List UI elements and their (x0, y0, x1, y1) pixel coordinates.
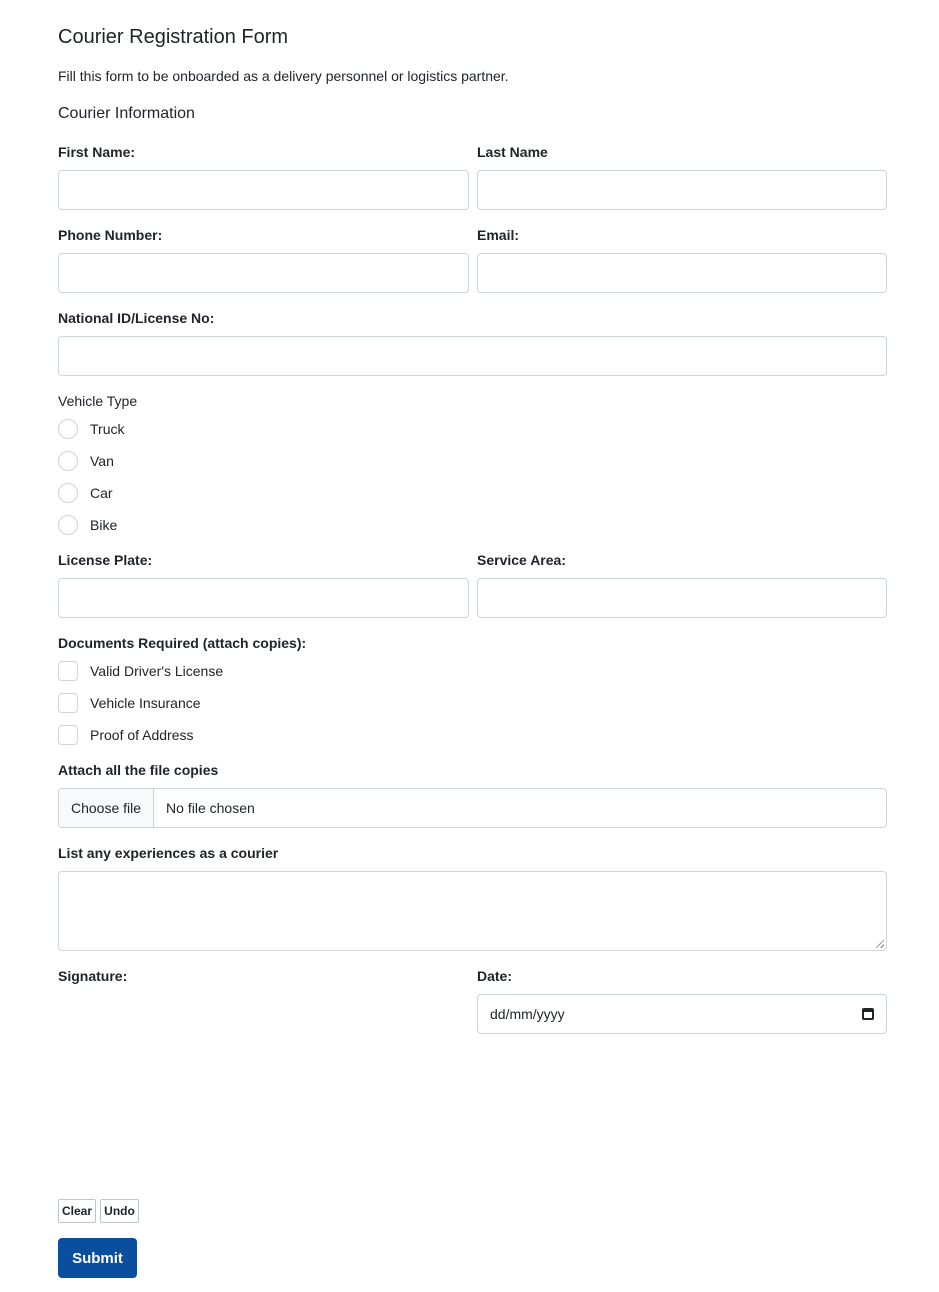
vehicle-type-label: Vehicle Type (58, 393, 138, 409)
service-area-input[interactable] (477, 578, 887, 618)
document-option-proof-of-address[interactable] (58, 724, 194, 746)
signature-label: Signature: (58, 968, 128, 984)
radio-bike[interactable] (58, 515, 78, 535)
clear-signature-button[interactable]: Clear (58, 1199, 96, 1223)
choose-file-button[interactable]: Choose file (59, 789, 154, 827)
email-label: Email: (477, 227, 520, 243)
document-option-label: Valid Driver's License (90, 663, 224, 679)
document-option-label: Proof of Address (90, 727, 194, 743)
date-input[interactable] (477, 994, 887, 1034)
national-id-input[interactable] (58, 336, 887, 376)
vehicle-option-bike[interactable] (58, 514, 117, 536)
document-option-label: Vehicle Insurance (90, 695, 201, 711)
service-area-label: Service Area: (477, 552, 566, 568)
vehicle-option-label: Truck (90, 421, 125, 437)
phone-number-label: Phone Number: (58, 227, 163, 243)
page-title: Courier Registration Form (58, 26, 289, 48)
date-label: Date: (477, 968, 513, 984)
radio-car[interactable] (58, 483, 78, 503)
checkbox-vehicle-insurance[interactable] (58, 693, 78, 713)
vehicle-option-car[interactable] (58, 482, 113, 504)
file-status-text: No file chosen (166, 800, 255, 816)
vehicle-option-label: Van (90, 453, 114, 469)
resize-grip-icon[interactable] (876, 940, 884, 948)
first-name-label: First Name: (58, 144, 136, 160)
vehicle-option-truck[interactable] (58, 418, 124, 440)
date-placeholder: dd/mm/yyyy (490, 1006, 565, 1022)
checkbox-drivers-license[interactable] (58, 661, 78, 681)
section-title-courier-information: Courier Information (58, 105, 195, 122)
signature-pad[interactable] (58, 1000, 469, 1190)
experience-label: List any experiences as a courier (58, 845, 279, 861)
national-id-label: National ID/License No: (58, 310, 215, 326)
document-option-drivers-license[interactable] (58, 660, 223, 682)
calendar-icon[interactable] (862, 1008, 874, 1020)
license-plate-input[interactable] (58, 578, 469, 618)
last-name-input[interactable] (477, 170, 887, 210)
page-subtitle: Fill this form to be onboarded as a delivery personnel or logistics partner. (58, 68, 509, 84)
vehicle-option-label: Bike (90, 517, 118, 533)
undo-signature-button[interactable]: Undo (100, 1199, 139, 1223)
vehicle-option-van[interactable] (58, 450, 114, 472)
last-name-label: Last Name (477, 144, 548, 160)
attach-files-label: Attach all the file copies (58, 762, 219, 778)
submit-button[interactable]: Submit (58, 1238, 137, 1278)
documents-required-label: Documents Required (attach copies): (58, 635, 307, 651)
experience-textarea[interactable] (58, 871, 887, 951)
checkbox-proof-of-address[interactable] (58, 725, 78, 745)
document-option-vehicle-insurance[interactable] (58, 692, 201, 714)
first-name-input[interactable] (58, 170, 469, 210)
phone-number-input[interactable] (58, 253, 469, 293)
email-input[interactable] (477, 253, 887, 293)
vehicle-option-label: Car (90, 485, 113, 501)
radio-truck[interactable] (58, 419, 78, 439)
license-plate-label: License Plate: (58, 552, 153, 568)
file-input[interactable] (58, 788, 887, 828)
radio-van[interactable] (58, 451, 78, 471)
